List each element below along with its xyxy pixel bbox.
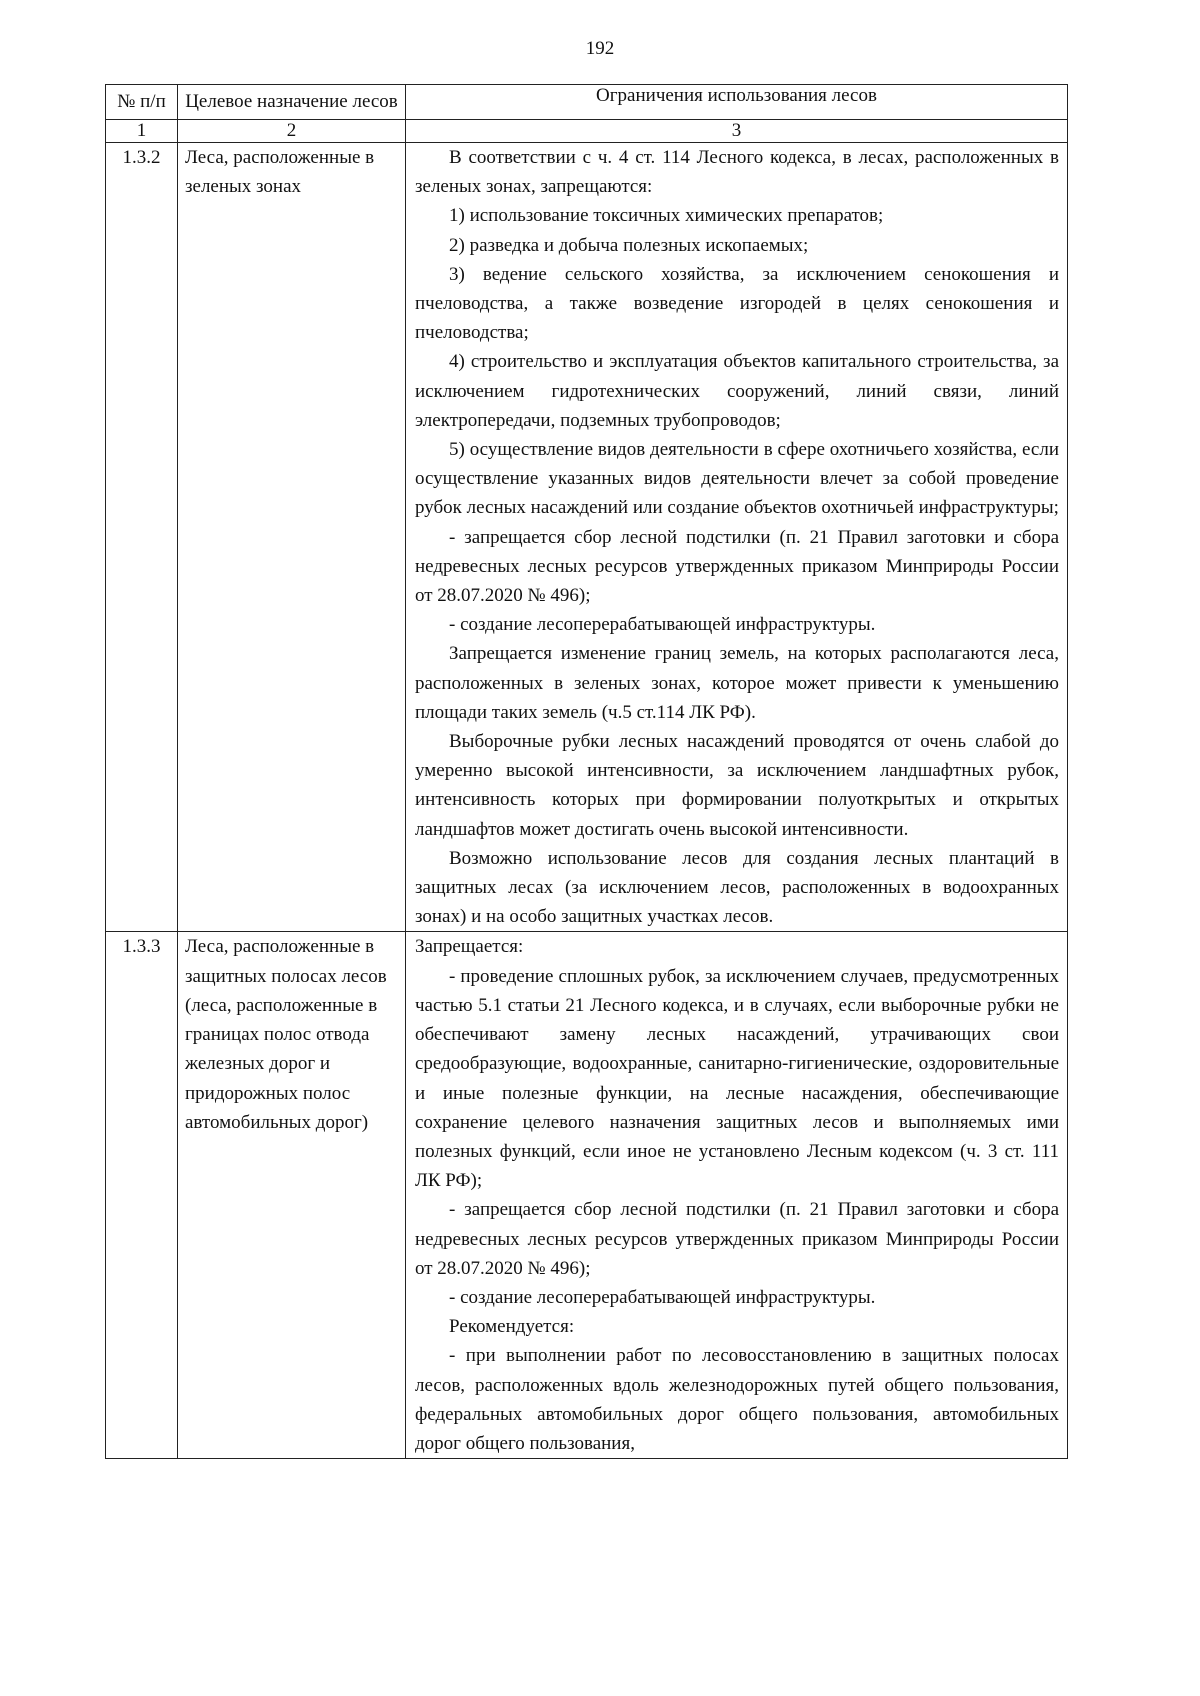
restriction-paragraph: 2) разведка и добыча полезных ископаемых; — [449, 234, 809, 256]
column-number: 1 — [106, 120, 178, 143]
row-purpose: Леса, расположенные в зеленых зонах — [178, 143, 406, 932]
restrictions-table — [105, 84, 1068, 1459]
column-number: 2 — [178, 120, 406, 143]
restriction-paragraph: 1) использование токсичных химических препаратов; — [449, 205, 884, 227]
row-restrictions — [406, 143, 1068, 932]
row-purpose: Леса, расположенные в защитных полосах лесов (леса, расположенные в границах полос отвода железных дорог и придорожных полос автомобильных дорог) — [178, 932, 406, 1459]
restriction-paragraph: Выборочные рубки лесных насаждений проводятся от очень слабой до умеренно высокой интенсивности, за исключением ландшафтных рубок, интенсивность которых при формировании полуоткрытых и открытых ландшафтов может достигать очень высокой интенсивности. — [415, 731, 1059, 840]
restriction-paragraph: - создание лесоперерабатывающей инфраструктуры. — [449, 1286, 876, 1308]
restriction-paragraph: 5) осуществление видов деятельности в сфере охотничьего хозяйства, если осуществление указанных видов деятельности влечет за собой проведение рубок лесных насаждений или создание объектов охотничьей инфраструктуры; — [415, 439, 1059, 519]
table-row — [106, 932, 1068, 1459]
row-number: 1.3.2 — [106, 143, 178, 932]
restriction-paragraph: Возможно использование лесов для создания лесных плантаций в защитных лесах (за исключением лесов, расположенных в водоохранных зонах) и на особо защитных участках лесов. — [415, 847, 1059, 928]
header-number: № п/п — [106, 85, 178, 120]
table-row — [106, 143, 1068, 932]
restriction-paragraph: Запрещается: — [415, 936, 524, 958]
row-number: 1.3.3 — [106, 932, 178, 1459]
page-number: 192 — [585, 38, 615, 59]
header-restrictions: Ограничения использования лесов — [406, 85, 1068, 120]
restriction-paragraph: 3) ведение сельского хозяйства, за исключением сенокошения и пчеловодства, а также возведение изгородей в целях сенокошения и пчеловодства; — [415, 263, 1059, 344]
restriction-paragraph: Запрещается изменение границ земель, на которых располагаются леса, расположенных в зеленых зонах, которое может привести к уменьшению площади таких земель (ч.5 ст.114 ЛК РФ). — [415, 643, 1059, 723]
restriction-paragraph: В соответствии с ч. 4 ст. 114 Лесного кодекса, в лесах, расположенных в зеленых зонах, запрещаются: — [415, 147, 1059, 198]
restriction-paragraph: 4) строительство и эксплуатация объектов капитального строительства, за исключением гидротехнических сооружений, линий связи, линий электропередачи, подземных трубопроводов; — [415, 351, 1059, 431]
restriction-paragraph: - при выполнении работ по лесовосстановлению в защитных полосах лесов, расположенных вдоль железнодорожных путей общего пользования, федеральных автомобильных дорог общего пользования, автомобильных дорог общего пользования, — [415, 1345, 1059, 1454]
restriction-paragraph: - запрещается сбор лесной подстилки (п. 21 Правил заготовки и сбора недревесных лесных ресурсов утвержденных приказом Минприроды России от 28.07.2020 № 496); — [415, 1199, 1059, 1279]
restriction-paragraph: - запрещается сбор лесной подстилки (п. 21 Правил заготовки и сбора недревесных лесных ресурсов утвержденных приказом Минприроды России от 28.07.2020 № 496); — [415, 526, 1059, 607]
header-purpose: Целевое назначение лесов — [178, 85, 406, 120]
restriction-paragraph: - создание лесоперерабатывающей инфраструктуры. — [449, 614, 876, 636]
row-restrictions — [406, 932, 1068, 1459]
table-header-row — [106, 85, 1068, 120]
column-numbers-row — [106, 120, 1068, 143]
restriction-paragraph: Рекомендуется: — [449, 1316, 575, 1338]
column-number: 3 — [406, 120, 1068, 143]
restriction-paragraph: - проведение сплошных рубок, за исключением случаев, предусмотренных частью 5.1 статьи 21 Лесного кодекса, и в случаях, если выборочные рубки не обеспечивают замену лесных насаждений, утрачивающих свои средообразующие, водоохранные, санитарно-гигиенические, оздоровительные и иные полезные функции, на лесные насаждения, обеспечивающие сохранение целевого назначения защитных лесов и выполняемых ими полезных функций, если иное не установлено Лесным кодексом (ч. 3 ст. 111 ЛК РФ); — [415, 965, 1059, 1192]
